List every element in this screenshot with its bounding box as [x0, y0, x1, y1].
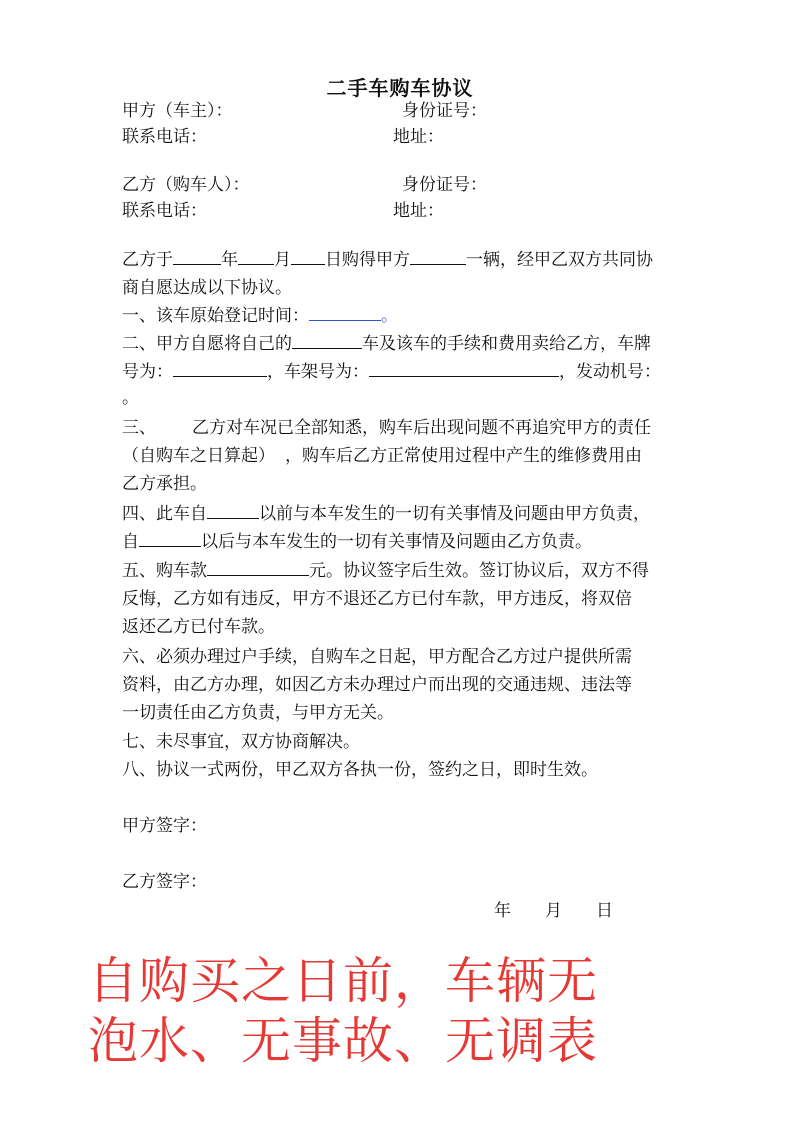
- blank-registration-date[interactable]: [309, 303, 381, 321]
- party-b-phone-label: 联系电话：: [122, 201, 207, 221]
- clause-3-line-3: 乙方承担。: [122, 474, 207, 494]
- clause-4-line-2: 自 以后与本车发生的一切有关事情及问题由乙方负责。: [122, 529, 592, 555]
- party-b-signature-label: 乙方签字：: [122, 872, 207, 892]
- clause-5-line-3: 返还乙方已付车款。: [122, 617, 275, 637]
- blank-plate-number[interactable]: [173, 359, 267, 377]
- blank-month[interactable]: [238, 247, 274, 265]
- intro-line-1: 乙方于 年 月 日购得甲方 一辆，经甲乙双方共同协: [122, 247, 653, 273]
- clause-2-line-3: 。: [122, 388, 139, 408]
- intro-line-2: 商自愿达成以下协议。: [122, 278, 292, 298]
- clause-5-line-1: 五、购车款 元。协议签字后生效。签订协议后，双方不得: [122, 558, 649, 584]
- blank-vehicle[interactable]: [410, 247, 466, 265]
- party-a-address-label: 地址：: [393, 127, 444, 147]
- clause-6-line-1: 六、必须办理过户手续，自购车之日起，甲方配合乙方过户提供所需: [122, 647, 632, 667]
- clause-6-line-3: 一切责任由乙方负责，与甲方无关。: [122, 703, 394, 723]
- clause-3-line-1: 三、 乙方对车况已全部知悉，购车后出现问题不再追究甲方的责任: [122, 418, 651, 438]
- party-a-label: 甲方（车主）：: [122, 101, 233, 121]
- blank-year[interactable]: [173, 247, 221, 265]
- clause-7: 七、未尽事宜，双方协商解决。: [122, 732, 360, 752]
- blank-handover-time-2[interactable]: [139, 529, 201, 547]
- overlay-line-1: 自购买之日前，车辆无: [88, 952, 598, 1010]
- clause-2-line-2: 号为： ，车架号为： ，发动机号：: [122, 359, 661, 385]
- date-day: 日: [596, 901, 613, 921]
- blank-handover-time-1[interactable]: [207, 501, 259, 519]
- clause-8: 八、协议一式两份，甲乙双方各执一份，签约之日，即时生效。: [122, 760, 598, 780]
- party-a-signature-label: 甲方签字：: [122, 816, 207, 836]
- party-a-phone-label: 联系电话：: [122, 127, 207, 147]
- clause-5-line-2: 反悔，乙方如有违反，甲方不退还乙方已付车款，甲方违反，将双倍: [122, 589, 632, 609]
- blank-vin[interactable]: [369, 359, 559, 377]
- overlay-line-2: 泡水、无事故、无调表: [88, 1012, 598, 1070]
- date-year: 年: [494, 901, 511, 921]
- clause-4-line-1: 四、此车自 以前与本车发生的一切有关事情及问题由甲方负责，: [122, 501, 650, 527]
- blank-day[interactable]: [291, 247, 325, 265]
- signing-date: [494, 896, 613, 921]
- clause-1: 一、该车原始登记时间： 。: [122, 303, 398, 329]
- party-b-id-label: 身份证号：: [402, 175, 487, 195]
- blank-vehicle-name[interactable]: [292, 331, 362, 349]
- clause-6-line-2: 资料，由乙方办理，如因乙方未办理过户而出现的交通违规、违法等: [122, 675, 632, 695]
- date-month: 月: [545, 901, 562, 921]
- clause-2-line-1: 二、甲方自愿将自己的 车及该车的手续和费用卖给乙方，车牌: [122, 331, 651, 357]
- page-title: 二手车购车协议: [326, 76, 474, 100]
- party-a-id-label: 身份证号：: [402, 101, 487, 121]
- blank-price[interactable]: [207, 558, 309, 576]
- party-b-address-label: 地址：: [393, 201, 444, 221]
- party-b-label: 乙方（购车人）：: [122, 175, 250, 195]
- clause-3-line-2: （自购车之日算起） ，购车后乙方正常使用过程中产生的维修费用由: [122, 446, 642, 466]
